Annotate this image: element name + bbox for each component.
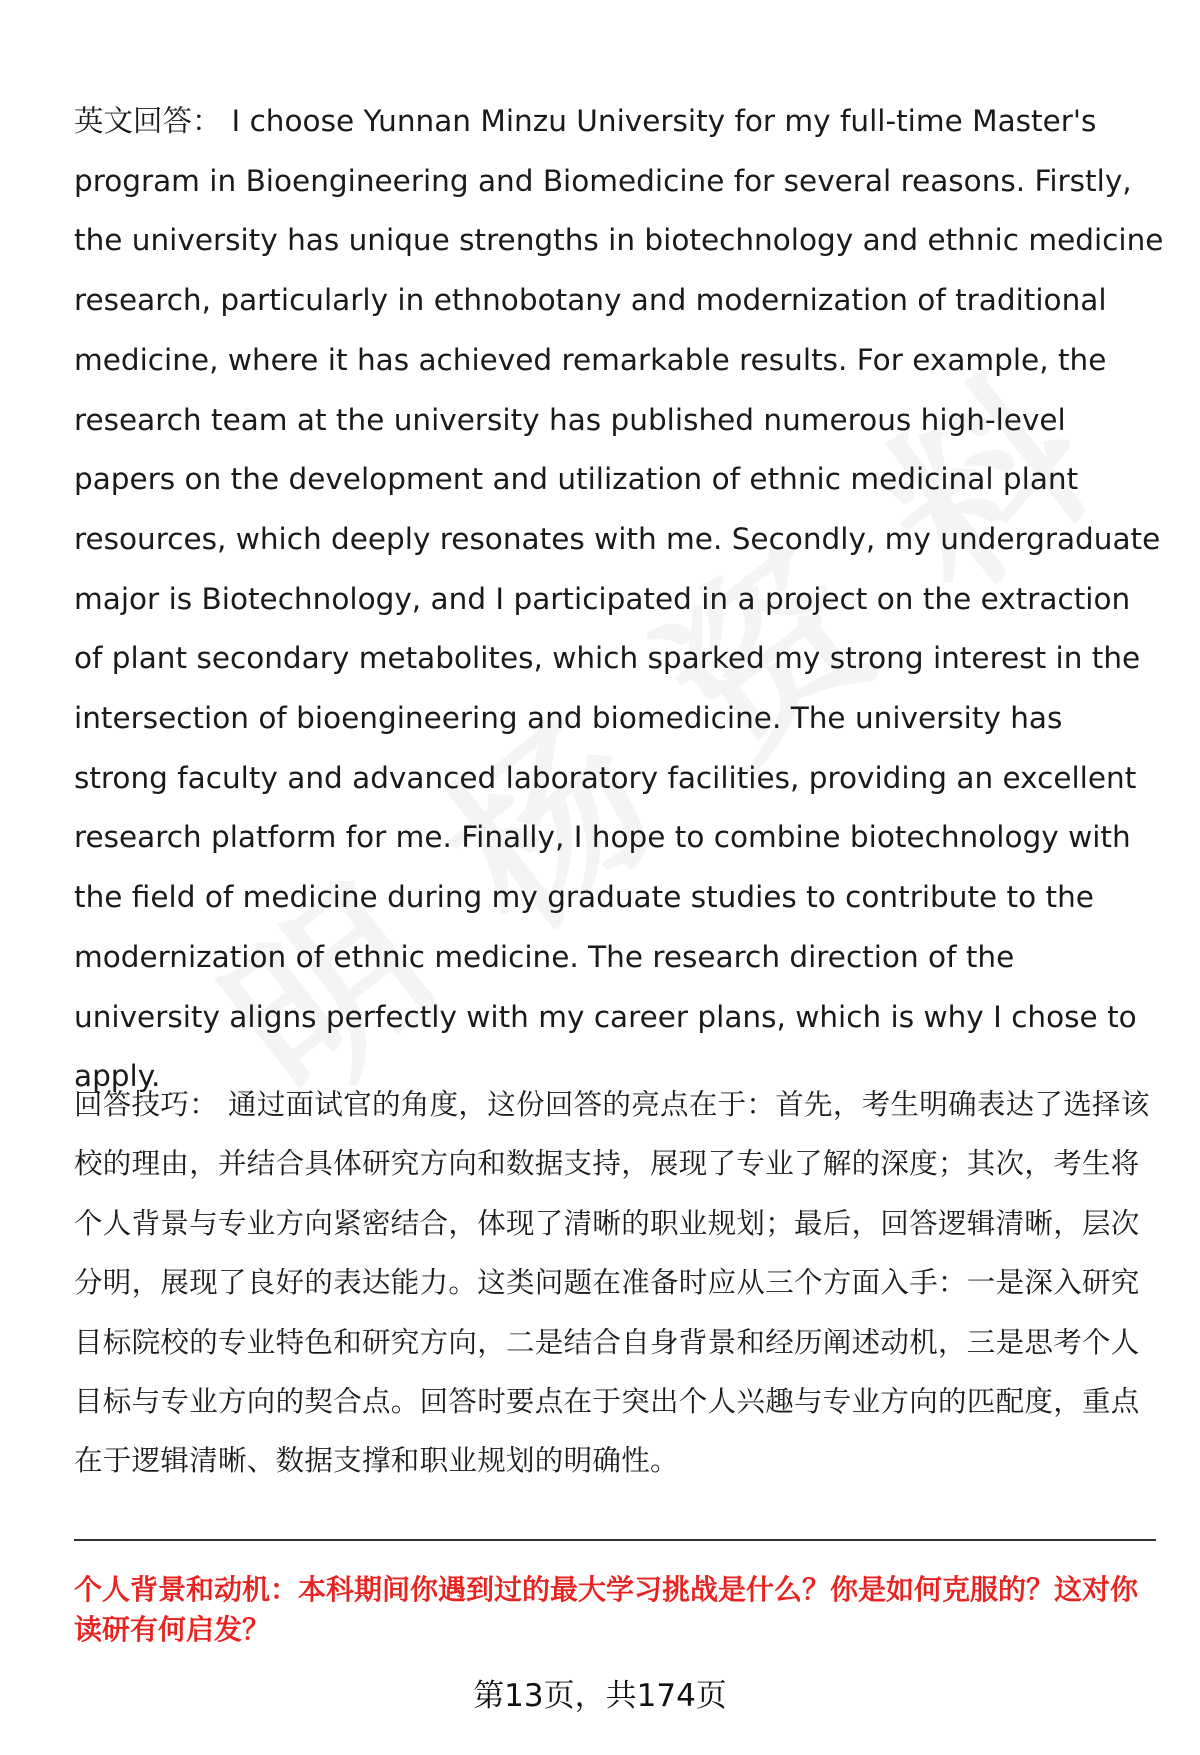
answer-tips-paragraph [74,1075,1164,1491]
section-divider [74,1539,1156,1541]
english-answer-label: 英文回答： [74,104,222,138]
english-answer-paragraph [74,92,1164,1107]
english-answer-text: I choose Yunnan Minzu University for my full-time Master's program in Bioengineering and Biomedicine for several reasons. Firstly, the university has unique strengths in biotechnology and ethnic medicine research, particularly in ethnobotany and modernization of traditional medicine, where it has achieved remarkable results. For example, the research team at the university has published numerous high-level papers on the development and utilization of ethnic medicinal plant resources, which deeply resonates with me. Secondly, my undergraduate major is Biotechnology, and I participated in a project on the extraction of plant secondary metabolites, which sparked my strong interest in the intersection of bioengineering and biomedicine. The university has strong faculty and advanced laboratory facilities, providing an excellent research platform for me. Finally, I hope to combine biotechnology with the field of medicine during my graduate studies to contribute to the modernization of ethnic medicine. The research direction of the university aligns perfectly with my career plans, which is why I chose to apply. [74,104,1164,1094]
page-number: 第13页，共174页 [473,1678,727,1714]
answer-tips-text: 通过面试官的角度，这份回答的亮点在于：首先，考生明确表达了选择该校的理由，并结合具体研究方向和数据支持，展现了专业了解的深度；其次，考生将个人背景与专业方向紧密结合，体现了清晰的职业规划；最后，回答逻辑清晰，层次分明，展现了良好的表达能力。这类问题在准备时应从三个方面入手：一是深入研究目标院校的专业特色和研究方向，二是结合自身背景和经历阐述动机，三是思考个人目标与专业方向的契合点。回答时要点在于突出个人兴趣与专业方向的匹配度，重点在于逻辑清晰、数据支撑和职业规划的明确性。 [74,1088,1150,1478]
answer-tips-label: 回答技巧： [74,1088,219,1121]
next-question-heading: 个人背景和动机：本科期间你遇到过的最大学习挑战是什么？你是如何克服的？这对你读研有何启发？ [74,1573,1139,1646]
